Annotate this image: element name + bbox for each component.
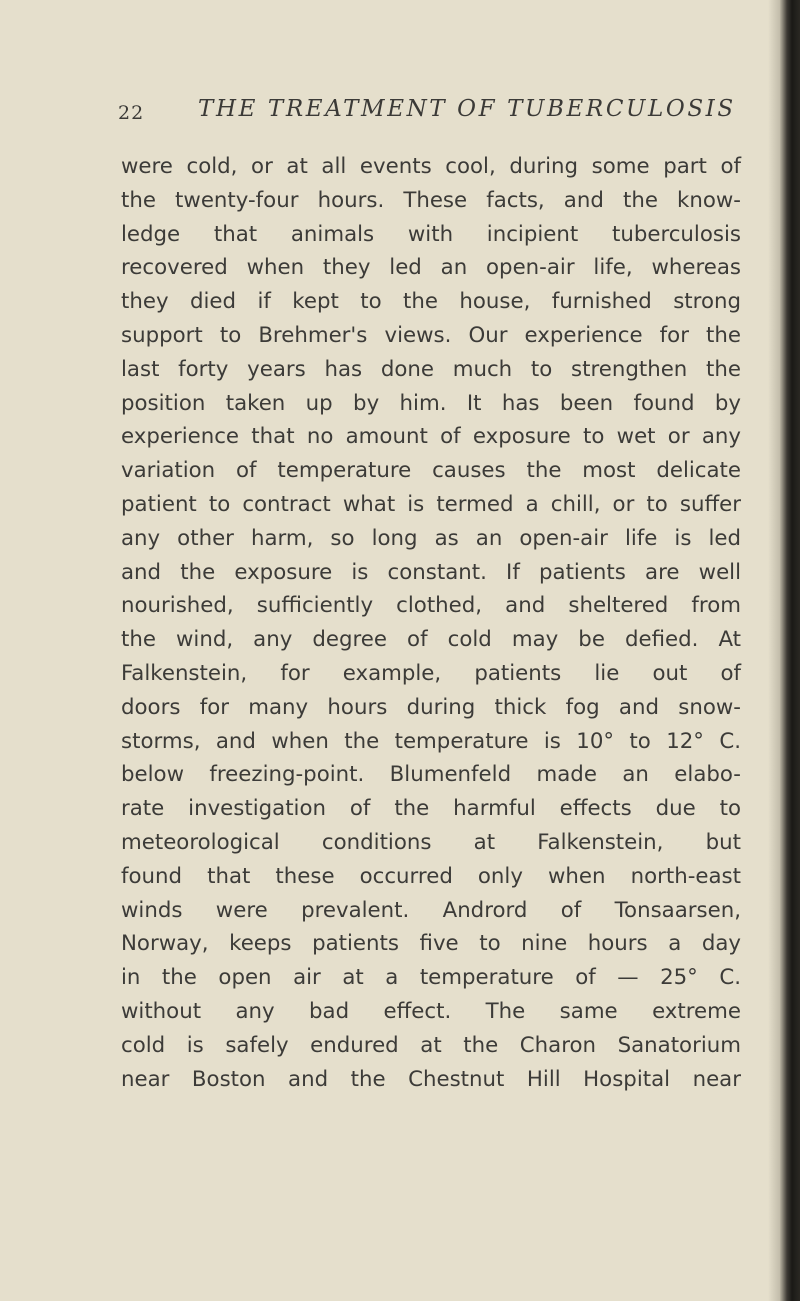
text-line: in the open air at a temperature of — 25° C. [121, 965, 741, 991]
text-line: without any bad effect. The same extreme [121, 998, 741, 1024]
text-line: the wind, any degree of cold may be defied. At [121, 627, 741, 653]
page-header [118, 96, 768, 132]
text-line: Norway, keeps patients five to nine hours a day [121, 931, 741, 957]
text-line: last forty years has done much to strengthen the [121, 356, 741, 382]
text-line: ledge that animals with incipient tuberculosis [121, 221, 741, 247]
text-line: were cold, or at all events cool, during some part of [121, 154, 741, 179]
text-line: any other harm, so long as an open-air life is led [121, 525, 741, 551]
text-line: meteorological conditions at Falkenstein, but [121, 829, 741, 855]
text-line: found that these occurred only when north-east [121, 863, 741, 889]
text-line: near Boston and the Chestnut Hill Hospital near [121, 1066, 741, 1092]
text-line: the twenty-four hours. These facts, and the know- [121, 187, 741, 213]
text-line: and the exposure is constant. If patients are well [121, 559, 741, 585]
text-line: they died if kept to the house, furnished strong [121, 289, 741, 315]
body-text [121, 150, 741, 1150]
text-line: patient to contract what is termed a chill, or to suffer [121, 491, 741, 517]
running-title: THE TREATMENT OF TUBERCULOSIS [198, 96, 736, 122]
text-line: recovered when they led an open-air life, whereas [121, 255, 741, 281]
text-line: nourished, sufficiently clothed, and sheltered from [121, 593, 741, 619]
text-line: storms, and when the temperature is 10° to 12° C. [121, 728, 741, 754]
book-spine-edge [780, 0, 800, 1301]
text-line: below freezing-point. Blumenfeld made an elabo- [121, 762, 741, 788]
page-number: 22 [118, 102, 145, 124]
text-line: support to Brehmer's views. Our experience for the [121, 322, 741, 348]
text-line: variation of temperature causes the most delicate [121, 458, 741, 484]
text-line: cold is safely endured at the Charon Sanatorium [121, 1032, 741, 1058]
text-line: position taken up by him. It has been found by [121, 390, 741, 416]
text-line: rate investigation of the harmful effects due to [121, 796, 741, 822]
text-line: Falkenstein, for example, patients lie out of [121, 660, 741, 686]
text-line: winds were prevalent. Andrord of Tonsaarsen, [121, 897, 741, 923]
text-line: experience that no amount of exposure to wet or any [121, 424, 741, 450]
text-line: doors for many hours during thick fog and snow- [121, 694, 741, 720]
